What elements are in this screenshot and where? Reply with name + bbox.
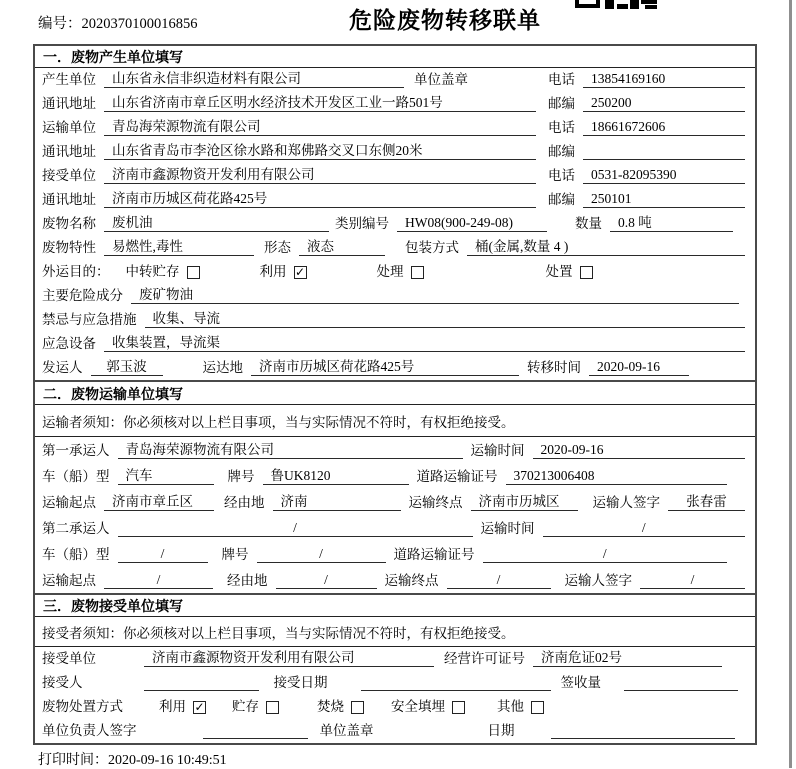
- row-producer-unit: [35, 68, 755, 92]
- business-permit-value: 济南危证02号: [533, 646, 722, 667]
- waste-name-label: 废物名称: [42, 216, 96, 231]
- disposal-method-label: 废物处置方式: [42, 699, 123, 714]
- taboo-measures-label: 禁忌与应急措施: [42, 312, 137, 327]
- endpoint1-value: 济南市历城区: [471, 490, 578, 511]
- waste-form-value: 液态: [299, 235, 385, 256]
- plate-number2-label: 牌号: [221, 547, 249, 562]
- row-transport-unit: [35, 116, 755, 140]
- row-acceptor: [35, 671, 755, 695]
- row-vehicle-type1: [35, 463, 755, 489]
- accepting-unit-label: 接受单位: [42, 651, 96, 666]
- vehicle-type2-label: 车（船）型: [42, 547, 110, 562]
- purpose-dispose-label: 处置: [545, 264, 573, 279]
- transport-unit-label: 运输单位: [42, 120, 96, 135]
- purpose-treat-checkbox: [411, 266, 424, 279]
- via2-label: 经由地: [227, 573, 268, 588]
- purpose-dispose-checkbox: [580, 266, 593, 279]
- receiver-address-value: 济南市历城区荷花路425号: [104, 187, 536, 208]
- row-emergency-equipment: [35, 332, 755, 356]
- disposal-incinerate-checkbox: [351, 701, 364, 714]
- transport-unit-value: 青岛海荣源物流有限公司: [104, 115, 536, 136]
- vehicle-type2-value: /: [118, 546, 208, 563]
- disposal-utilize-label: 利用: [159, 699, 186, 714]
- transport-phone-label: 电话: [548, 120, 575, 135]
- accept-date-label: 接受日期: [273, 675, 328, 690]
- receiver-unit-label: 接受单位: [42, 168, 96, 183]
- producer-zip-value: 250200: [583, 95, 745, 112]
- responsible-signature-label: 单位负责人签字: [42, 723, 137, 738]
- shipper-value: 郭玉波: [91, 355, 163, 376]
- qr-code-fragment: [575, 0, 659, 10]
- plate-number2-value: /: [257, 546, 386, 563]
- producer-phone-label: 电话: [548, 72, 575, 87]
- unit-seal2-label: 单位盖章: [319, 723, 374, 738]
- first-carrier-value: 青岛海荣源物流有限公司: [118, 438, 463, 459]
- disposal-landfill-checkbox: [452, 701, 465, 714]
- receiver-phone-label: 电话: [548, 168, 575, 183]
- via2-value: /: [276, 572, 377, 589]
- emergency-equipment-value: 收集装置，导流渠: [104, 331, 745, 352]
- doc-number: [38, 12, 198, 33]
- row-second-carrier: [35, 515, 755, 541]
- transport-phone-value: 18661672606: [583, 119, 745, 136]
- producer-unit-label: 产生单位: [42, 72, 96, 87]
- purpose-treat-label: 处理: [376, 264, 404, 279]
- accepting-unit-value: 济南市鑫源物资开发利用有限公司: [144, 646, 434, 667]
- row-responsible-signature: [35, 719, 755, 743]
- row-transport-route2: [35, 567, 755, 593]
- disposal-other-label: 其他: [497, 699, 524, 714]
- row-receiver-unit: [35, 164, 755, 188]
- print-time-value: 2020-09-16 10:49:51: [108, 753, 227, 768]
- waste-name-value: 废机油: [104, 211, 329, 232]
- transport-time2-value: /: [543, 520, 746, 537]
- receiver-unit-value: 济南市鑫源物资开发利用有限公司: [104, 163, 536, 184]
- row-shipper: [35, 356, 755, 380]
- transport-time1-label: 运输时间: [470, 443, 525, 458]
- producer-unit-value: 山东省永信非织造材料有限公司: [104, 67, 404, 88]
- date-label: 日期: [487, 723, 515, 738]
- disposal-storage-checkbox: [266, 701, 279, 714]
- carrier-signature1-label: 运输人签字: [592, 495, 660, 510]
- receiver-notice: 接受者须知：你必须核对以上栏目事项，当与实际情况不符时，有权拒绝接受。: [35, 617, 755, 647]
- road-permit1-value: 370213006408: [506, 468, 728, 485]
- row-producer-address: [35, 92, 755, 116]
- disposal-landfill-label: 安全填埋: [391, 699, 445, 714]
- page-title: 危险废物转移联单: [349, 8, 541, 34]
- origin1-label: 运输起点: [42, 495, 96, 510]
- quantity-value: 0.8 吨: [610, 211, 733, 232]
- transfer-time-value: 2020-09-16: [589, 359, 689, 376]
- second-carrier-value: /: [118, 520, 473, 537]
- transport-time1-value: 2020-09-16: [533, 442, 746, 459]
- plate-number1-label: 牌号: [227, 469, 255, 484]
- receiver-zip-label: 邮编: [548, 192, 575, 207]
- print-time-label: 打印时间：: [38, 753, 108, 768]
- packing-method-label: 包装方式: [405, 240, 459, 255]
- via1-label: 经由地: [224, 495, 265, 510]
- main-hazard-value: 废矿物油: [131, 283, 739, 304]
- responsible-signature-value: [203, 738, 308, 739]
- page-edge-line: [789, 0, 792, 768]
- destination-value: 济南市历城区荷花路425号: [251, 355, 519, 376]
- carrier-signature1-value: 张春雷: [668, 490, 745, 511]
- disposal-other-checkbox: [531, 701, 544, 714]
- endpoint2-label: 运输终点: [384, 573, 439, 588]
- plate-number1-value: 鲁UK8120: [263, 464, 409, 485]
- packing-method-value: 桶(金属,数量 4 ): [467, 235, 745, 256]
- purpose-transfer-storage-label: 中转贮存: [125, 264, 180, 279]
- row-waste-character: [35, 236, 755, 260]
- road-permit2-value: /: [483, 546, 728, 563]
- row-waste-name: [35, 212, 755, 236]
- waste-character-value: 易燃性,毒性: [104, 235, 254, 256]
- section1-header: 一．废物产生单位填写: [35, 46, 755, 68]
- endpoint2-value: /: [447, 572, 551, 589]
- first-carrier-label: 第一承运人: [42, 443, 110, 458]
- row-outbound-purpose: [35, 260, 755, 284]
- purpose-transfer-storage-checkbox: [187, 266, 200, 279]
- purpose-utilize-label: 利用: [259, 264, 287, 279]
- row-taboo-measures: [35, 308, 755, 332]
- unit-seal-label: 单位盖章: [414, 72, 468, 87]
- acceptor-value: [144, 690, 259, 691]
- transport-address-label: 通讯地址: [42, 144, 96, 159]
- transport-zip-value: [583, 159, 745, 160]
- taboo-measures-value: 收集、导流: [145, 307, 746, 328]
- date-value: [551, 738, 736, 739]
- road-permit2-label: 道路运输证号: [393, 547, 475, 562]
- doc-number-label: 编号：: [38, 16, 82, 32]
- transfer-form-table: [33, 44, 757, 745]
- vehicle-type1-label: 车（船）型: [42, 469, 110, 484]
- print-time: [38, 749, 227, 769]
- transport-time2-label: 运输时间: [480, 521, 535, 536]
- carrier-signature2-value: /: [640, 572, 745, 589]
- producer-address-value: 山东省济南市章丘区明水经济技术开发区工业一路501号: [104, 91, 536, 112]
- outbound-purpose-label: 外运目的：: [42, 264, 110, 279]
- shipper-label: 发运人: [42, 360, 83, 375]
- road-permit1-label: 道路运输证号: [416, 469, 498, 484]
- origin1-value: 济南市章丘区: [104, 490, 214, 511]
- disposal-utilize-checkbox: ✓: [194, 700, 205, 714]
- row-main-hazard: [35, 284, 755, 308]
- row-receiver-address: [35, 188, 755, 212]
- transport-zip-label: 邮编: [548, 144, 575, 159]
- row-disposal-method: [35, 695, 755, 719]
- via1-value: 济南: [273, 490, 401, 511]
- signed-quantity-label: 签收量: [560, 675, 601, 690]
- receiver-address-label: 通讯地址: [42, 192, 96, 207]
- destination-label: 运达地: [202, 360, 243, 375]
- waste-character-label: 废物特性: [42, 240, 96, 255]
- row-first-carrier: [35, 437, 755, 463]
- section3-header: 三．废物接受单位填写: [35, 593, 755, 617]
- emergency-equipment-label: 应急设备: [42, 336, 96, 351]
- purpose-utilize-checkbox: ✓: [294, 265, 306, 279]
- transfer-time-label: 转移时间: [527, 360, 581, 375]
- acceptor-label: 接受人: [42, 675, 83, 690]
- signed-quantity-value: [624, 690, 738, 691]
- row-accepting-unit: [35, 647, 755, 671]
- row-transport-address: [35, 140, 755, 164]
- transporter-notice: 运输者须知：你必须核对以上栏目事项，当与实际情况不符时，有权拒绝接受。: [35, 405, 755, 437]
- transport-address-value: 山东省青岛市李沧区徐水路和郑佛路交叉口东侧20米: [104, 139, 536, 160]
- receiver-phone-value: 0531-82095390: [583, 167, 745, 184]
- disposal-incinerate-label: 焚烧: [317, 699, 344, 714]
- producer-zip-label: 邮编: [548, 96, 575, 111]
- disposal-storage-label: 贮存: [232, 699, 259, 714]
- main-hazard-label: 主要危险成分: [42, 288, 123, 303]
- origin2-value: /: [104, 572, 213, 589]
- waste-form-label: 形态: [264, 240, 291, 255]
- receiver-zip-value: 250101: [583, 191, 745, 208]
- producer-phone-value: 13854169160: [583, 71, 745, 88]
- producer-address-label: 通讯地址: [42, 96, 96, 111]
- category-code-value: HW08(900-249-08): [397, 215, 547, 232]
- carrier-signature2-label: 运输人签字: [564, 573, 632, 588]
- section2-header: 二．废物运输单位填写: [35, 380, 755, 405]
- origin2-label: 运输起点: [42, 573, 96, 588]
- second-carrier-label: 第二承运人: [42, 521, 110, 536]
- category-code-label: 类别编号: [335, 216, 389, 231]
- row-transport-route1: [35, 489, 755, 515]
- doc-number-value: 2020370100016856: [81, 16, 198, 32]
- accept-date-value: [361, 690, 551, 691]
- business-permit-label: 经营许可证号: [444, 651, 525, 666]
- endpoint1-label: 运输终点: [408, 495, 463, 510]
- vehicle-type1-value: 汽车: [118, 464, 214, 485]
- row-vehicle-type2: [35, 541, 755, 567]
- quantity-label: 数量: [575, 216, 602, 231]
